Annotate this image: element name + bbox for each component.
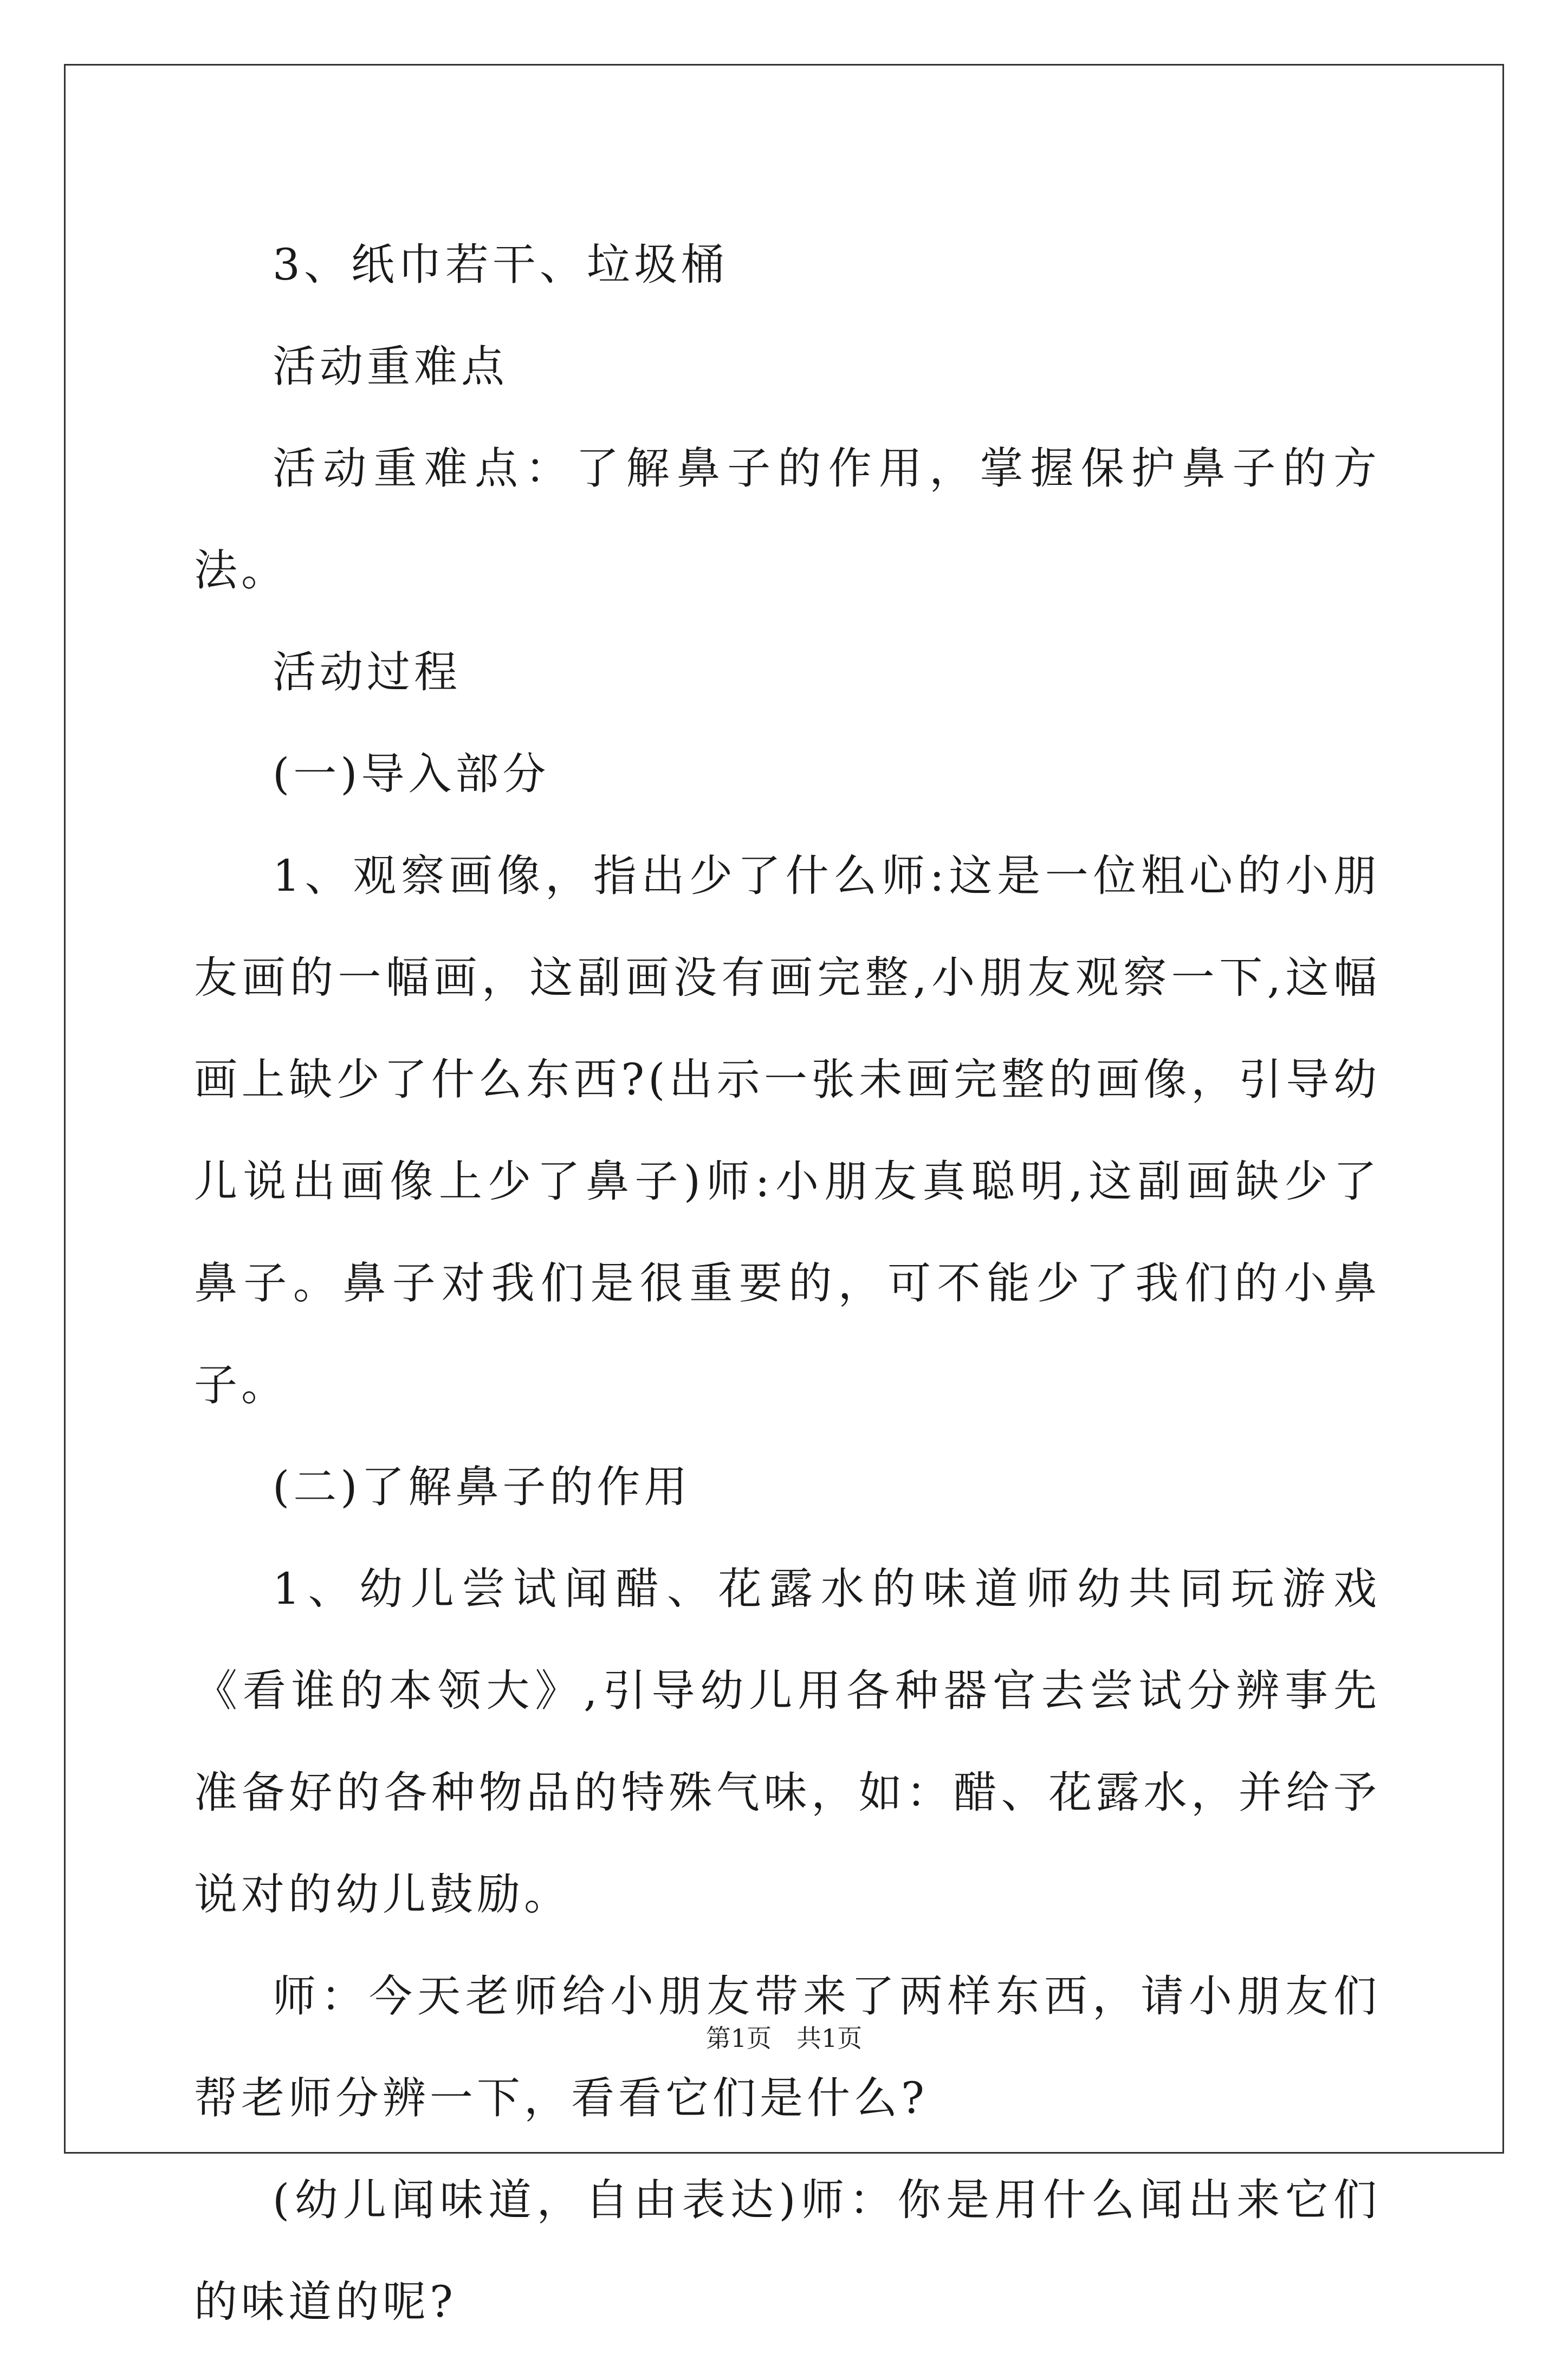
paragraph: 1、观察画像，指出少了什么师:这是一位粗心的小朋友画的一幅画，这副画没有画完整,小朋友观察一下,这幅画上缺少了什么东西?(出示一张未画完整的画像，引导幼儿说出画像上少了鼻子)师:小朋友真聪明,这副画缺少了鼻子。鼻子对我们是很重要的，可不能少了我们的小鼻子。: [194, 851, 1381, 1410]
paragraph: 3、纸巾若干、垃圾桶: [273, 239, 728, 290]
paragraph: 1、幼儿尝试闻醋、花露水的味道师幼共同玩游戏《看谁的本领大》,引导幼儿用各种器官去尝试分辨事先准备好的各种物品的特殊气味，如：醋、花露水，并给予说对的幼儿鼓励。: [194, 1564, 1381, 1920]
subsection-heading: (一)导入部分: [273, 749, 550, 799]
paragraph: 活动重难点：了解鼻子的作用，掌握保护鼻子的方法。: [194, 443, 1381, 595]
paragraph: (幼儿闻味道，自由表达)师：你是用什么闻出来它们的味道的呢?: [194, 2175, 1381, 2327]
section-heading: 活动重难点: [273, 341, 508, 392]
section-heading: 活动过程: [273, 647, 461, 697]
subsection-heading: (二)了解鼻子的作用: [273, 1462, 691, 1512]
paragraph: 师：今天老师给小朋友带来了两样东西，请小朋友们帮老师分辨一下，看看它们是什么?: [194, 1971, 1381, 2123]
page-footer: 第1页 共1页: [705, 2024, 863, 2053]
